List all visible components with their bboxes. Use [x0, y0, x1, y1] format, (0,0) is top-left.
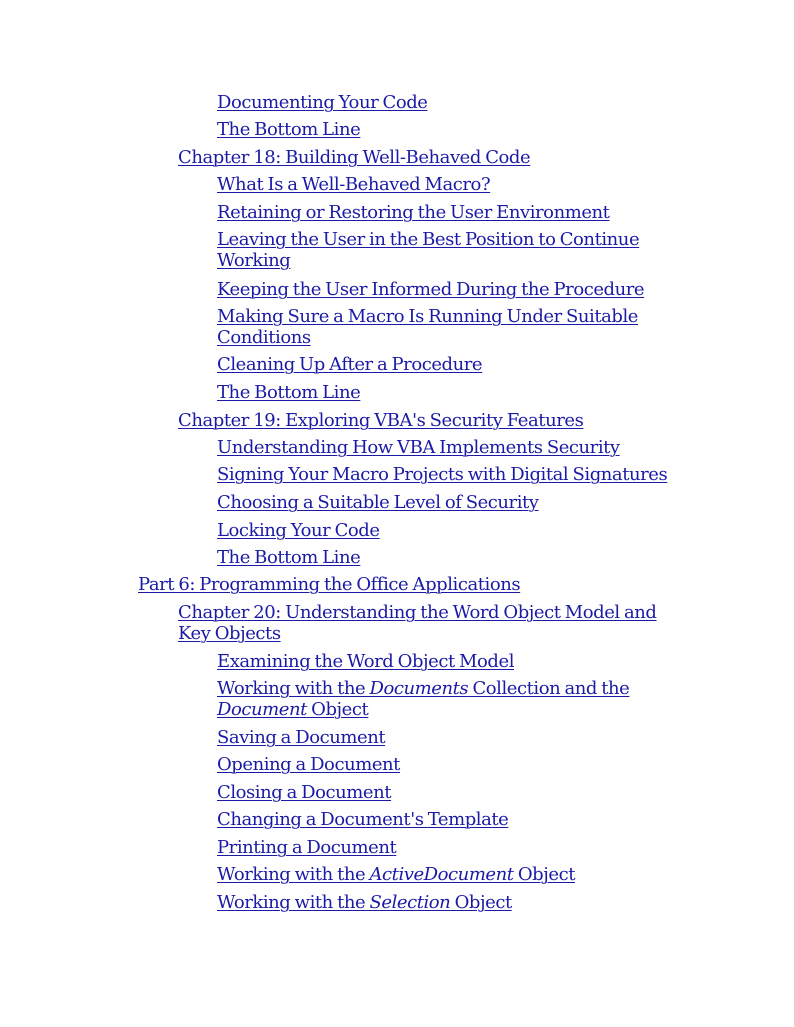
toc-section-link[interactable]: Signing Your Macro Projects with Digital Signatures: [217, 464, 668, 485]
toc-section-link[interactable]: [217, 864, 677, 885]
toc-section-link[interactable]: Cleaning Up After a Procedure: [217, 354, 483, 375]
toc-section-link[interactable]: Making Sure a Macro Is Running Under Suitable Conditions: [217, 306, 639, 348]
toc-section-link[interactable]: Locking Your Code: [217, 520, 380, 541]
toc-italic-term: ActiveDocument: [369, 864, 514, 885]
toc-link-text: Object: [306, 699, 369, 720]
toc-section-link[interactable]: Closing a Document: [217, 782, 392, 803]
toc-section-link[interactable]: The Bottom Line: [217, 382, 361, 403]
toc-italic-term: Documents: [369, 678, 469, 699]
toc-section-link[interactable]: Saving a Document: [217, 727, 386, 748]
toc-section-link[interactable]: Understanding How VBA Implements Security: [217, 437, 620, 458]
toc-italic-term: Selection: [369, 892, 451, 913]
toc-link-text: Collection and the: [468, 678, 630, 699]
toc-section-link[interactable]: Printing a Document: [217, 837, 397, 858]
toc-section-link[interactable]: The Bottom Line: [217, 119, 361, 140]
toc-chapter-link[interactable]: Chapter 18: Building Well-Behaved Code: [178, 147, 531, 168]
toc-link-text: Working with the: [217, 678, 370, 699]
toc-chapter-link[interactable]: Chapter 19: Exploring VBA's Security Features: [178, 410, 584, 431]
toc-section-link[interactable]: [217, 892, 677, 913]
toc-section-link[interactable]: Changing a Document's Template: [217, 809, 509, 830]
toc-section-link[interactable]: Choosing a Suitable Level of Security: [217, 492, 539, 513]
toc-chapter-link[interactable]: Chapter 20: Understanding the Word Object Model and Key Objects: [178, 602, 657, 644]
toc-section-link[interactable]: What Is a Well-Behaved Macro?: [217, 174, 491, 195]
toc-section-link[interactable]: Keeping the User Informed During the Procedure: [217, 279, 645, 300]
toc-italic-term: Document: [217, 699, 307, 720]
toc-section-link[interactable]: Leaving the User in the Best Position to Continue Working: [217, 229, 640, 271]
toc-part-link[interactable]: Part 6: Programming the Office Applications: [138, 574, 521, 595]
toc-link-text: Object: [513, 864, 575, 885]
toc-section-link[interactable]: Opening a Document: [217, 754, 400, 775]
toc-section-link[interactable]: Examining the Word Object Model: [217, 651, 514, 672]
toc-section-link[interactable]: [217, 678, 677, 720]
toc-section-link[interactable]: Documenting Your Code: [217, 92, 428, 113]
toc-link-text: Working with the: [217, 892, 370, 913]
toc-link-text: Working with the: [217, 864, 370, 885]
toc-link-text: Object: [450, 892, 512, 913]
toc-section-link[interactable]: The Bottom Line: [217, 547, 361, 568]
toc-section-link[interactable]: Retaining or Restoring the User Environment: [217, 202, 610, 223]
